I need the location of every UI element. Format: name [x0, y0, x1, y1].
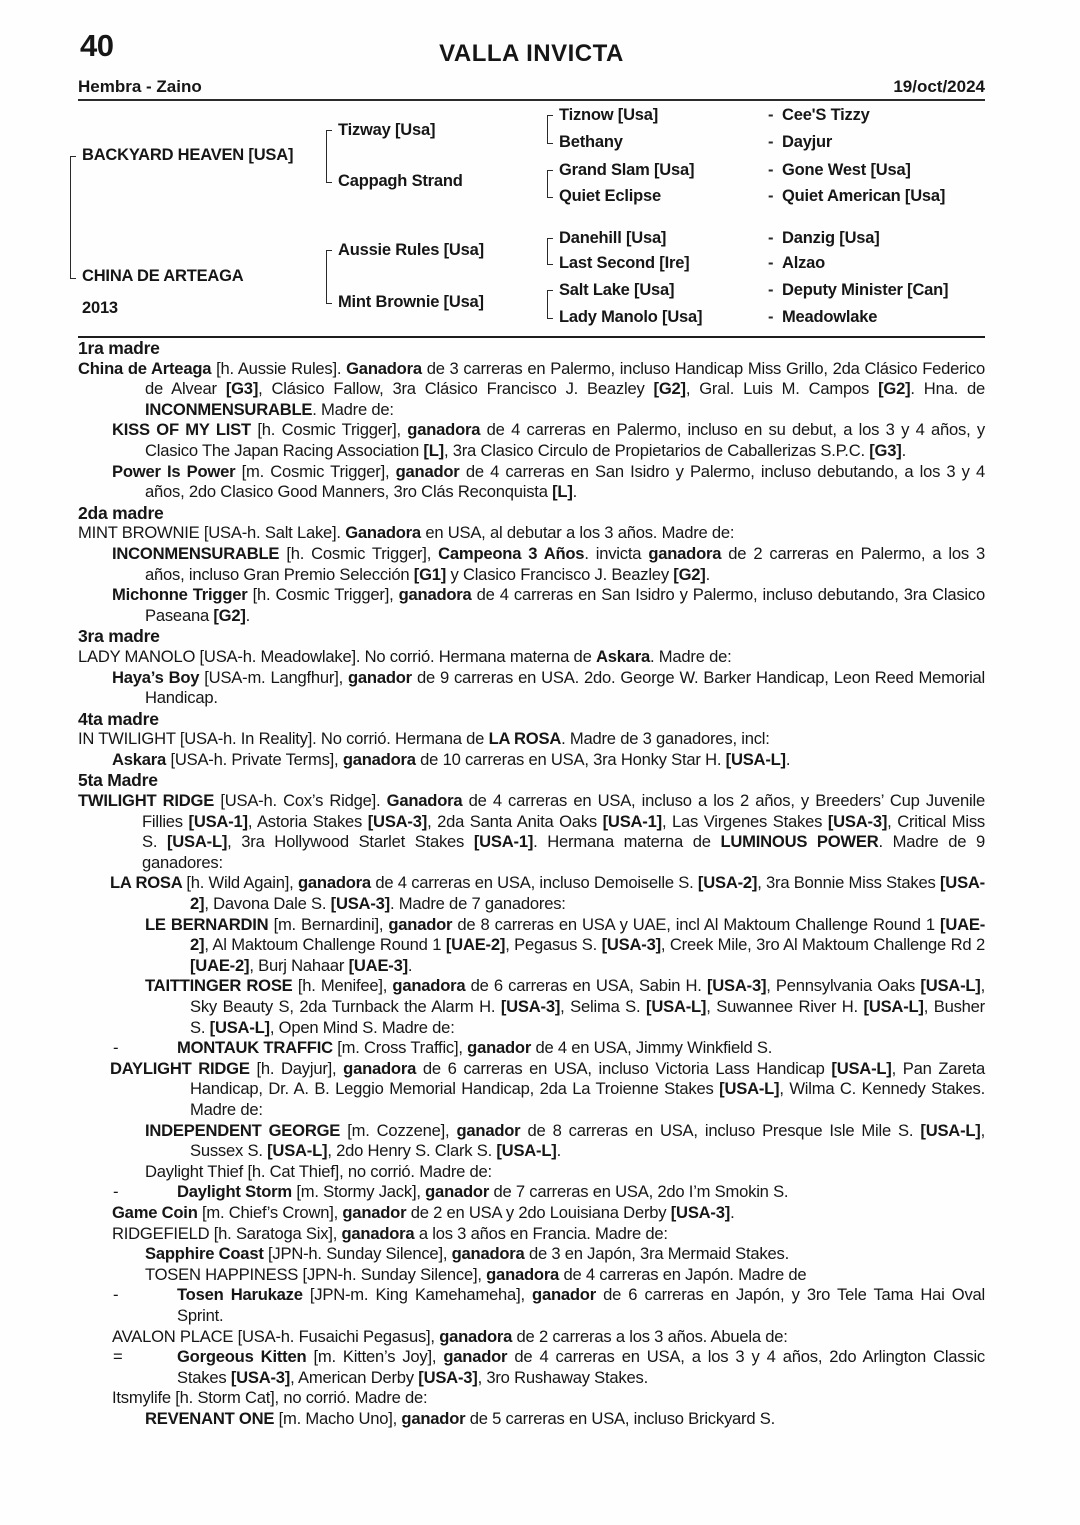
bold-text: ganadora — [407, 420, 487, 440]
regular-text: a los 3 años en Francia. Madre de: — [418, 1223, 668, 1243]
bold-text: INDEPENDENT GEORGE — [145, 1120, 348, 1140]
regular-text: , Open Mind S. Madre de: — [269, 1017, 455, 1037]
bold-text: [USA-1] — [188, 811, 248, 831]
regular-text: , Selima S. — [560, 997, 647, 1016]
pedigree-note — [78, 1038, 985, 1059]
regular-text: de 4 carreras en Palermo, incluso en su debut, a los 3 y 4 años, y Clasico The Japan Racing Association — [145, 420, 985, 460]
gen4-dash: - — [768, 281, 774, 299]
bold-text: [USA-L] — [209, 1017, 270, 1037]
regular-text: , 2do Henry S. Clark S. — [327, 1141, 497, 1161]
regular-text: MINT BROWNIE [USA-h. Salt Lake]. — [78, 523, 346, 543]
bold-text: ganador — [348, 667, 417, 687]
section-heading: 3ra madre — [78, 626, 160, 647]
pedigree-note — [78, 462, 985, 503]
pedigree-note — [78, 1224, 985, 1245]
regular-text: , Sky Beauty S, 2da Turnback the Alarm H. — [190, 976, 985, 1016]
gen4-name: Gone West [Usa] — [782, 161, 911, 179]
regular-text: [USA-h. Cox’s Ridge]. — [220, 791, 387, 811]
bold-text: DAYLIGHT RIDGE — [110, 1058, 257, 1078]
regular-text: , Sussex S. — [190, 1120, 985, 1161]
bold-text: [USA-L] — [267, 1141, 328, 1161]
bold-text: Tosen Harukaze — [177, 1285, 310, 1305]
regular-text: . — [785, 749, 791, 769]
pedigree-note — [78, 585, 985, 626]
regular-text: . — [556, 1141, 561, 1161]
regular-text: de 8 carreras en USA y UAE, incl Al Maktoum Challenge Round 1 — [457, 914, 941, 934]
dam-name: CHINA DE ARTEAGA — [82, 267, 244, 285]
body-text — [78, 338, 985, 1429]
bold-text: ganador — [425, 1182, 494, 1202]
bold-text: LA ROSA — [488, 729, 562, 749]
regular-text: de 9 carreras en USA. 2do. George W. Barker Handicap, Leon Reed Memorial Handicap. — [145, 667, 986, 708]
bold-text: ganador — [342, 1202, 411, 1222]
bold-text: ganadora — [451, 1244, 529, 1264]
bold-text: [L] — [423, 440, 444, 460]
regular-text: , Las Virgenes Stakes — [661, 811, 828, 831]
regular-text: . — [901, 440, 906, 460]
pedigree-note — [78, 647, 985, 668]
bold-text: ganador — [401, 1408, 470, 1428]
regular-text: , Pennsylvania Oaks — [766, 976, 921, 996]
gen4-dash: - — [768, 106, 774, 124]
regular-text: , 2da Santa Anita Oaks — [427, 811, 603, 831]
regular-text: [m. Chief’s Crown], — [202, 1202, 343, 1222]
regular-text: , Busher S. — [190, 997, 985, 1037]
regular-text: [h. Wild Again], — [186, 873, 298, 893]
regular-text: de 3 en Japón, 3ra Mermaid Stakes. — [528, 1244, 789, 1264]
bold-text: [USA-L] — [863, 997, 924, 1016]
pedigree-note — [78, 1121, 985, 1162]
regular-text: [h. Menifee], — [297, 976, 393, 996]
bold-text: ganadora — [398, 585, 477, 605]
regular-text: de 6 carreras en USA, incluso Victoria Lass Handicap — [422, 1058, 832, 1078]
pedigree-note — [78, 1182, 985, 1203]
regular-text: TOSEN HAPPINESS [JPN-h. Sunday Silence], — [145, 1264, 487, 1284]
regular-text: , American Derby — [290, 1367, 419, 1387]
regular-text: LADY MANOLO [USA-h. Meadowlake]. No corrió. Hermana materna de — [78, 646, 596, 666]
bold-text: [L] — [552, 482, 573, 502]
regular-text: [m. Kitten’s Joy], — [313, 1347, 444, 1367]
page-title: VALLA INVICTA — [439, 40, 624, 67]
section-heading: 1ra madre — [78, 338, 160, 358]
regular-text: [h. Cosmic Trigger], — [257, 420, 408, 440]
regular-text: de 4 carreras en USA, a los 3 y 4 años, 2do Arlington Classic Stakes — [177, 1347, 986, 1387]
bold-text: Power Is Power — [112, 461, 242, 481]
bold-text: KISS OF MY LIST — [112, 420, 258, 440]
bold-text: LA ROSA — [110, 873, 187, 893]
gen4-name: Meadowlake — [782, 308, 878, 326]
pedigree-note — [78, 668, 985, 709]
sex-coat-label: Hembra - Zaino — [78, 77, 202, 96]
regular-text: de 3 carreras en Palermo, incluso Handicap Miss Grillo, 2da Clásico Federico de Alvear — [145, 358, 985, 399]
bold-text: Campeona 3 Años — [438, 543, 585, 563]
bold-text: ganadora — [343, 1058, 423, 1078]
bold-text: ganadora — [392, 976, 471, 996]
regular-text: [h. Aussie Rules]. — [216, 358, 347, 378]
bold-text: [USA-L] — [831, 1058, 892, 1078]
pedigree-bracket — [70, 156, 76, 279]
bold-text: [USA-3] — [330, 894, 390, 914]
pedigree-note — [78, 420, 985, 461]
regular-text: , Creek Mile, 3ro Al Maktoum Challenge Rd 2 — [660, 935, 986, 955]
regular-text: de 2 carreras a los 3 años. Abuela de: — [516, 1326, 788, 1346]
pedigree-chart — [0, 0, 1080, 340]
gen4-name: Quiet American [Usa] — [782, 187, 946, 205]
regular-text: [JPN-m. King Kamehameha], — [309, 1285, 533, 1305]
gen4-dash: - — [768, 308, 774, 326]
regular-text: , Wilma C. Kennedy Stakes. Madre de: — [190, 1079, 985, 1119]
bold-text: ganador — [467, 1038, 536, 1058]
regular-text: de 4 carreras en USA, incluso Demoiselle S. — [375, 873, 698, 893]
gen3-name: Last Second [Ire] — [559, 254, 690, 272]
pedigree-note — [78, 1244, 985, 1265]
regular-text: [h. Cosmic Trigger], — [286, 543, 439, 563]
regular-text: , 3ra Bonnie Miss Stakes — [757, 873, 940, 893]
regular-text: . Madre de: — [312, 399, 394, 419]
bold-text: TAITTINGER ROSE — [145, 976, 298, 996]
gen4-dash: - — [768, 133, 774, 151]
gen3-name: Grand Slam [Usa] — [559, 161, 695, 179]
pedigree-note — [78, 1162, 985, 1183]
gen3-name: Bethany — [559, 133, 623, 151]
pedigree-note — [78, 1265, 985, 1286]
regular-text: de 4 en USA, Jimmy Winkfield S. — [535, 1038, 773, 1058]
regular-text: RIDGEFIELD [h. Saratoga Six], — [112, 1223, 342, 1243]
regular-text: , Suwannee River H. — [706, 997, 864, 1016]
bold-text: Sapphire Coast — [145, 1244, 269, 1264]
pedigree-bracket — [326, 250, 332, 304]
entry-marker: - — [113, 1182, 119, 1202]
regular-text: AVALON PLACE [USA-h. Fusaichi Pegasus], — [112, 1326, 440, 1346]
bold-text: [G2] — [653, 379, 686, 399]
regular-text: . — [245, 605, 251, 625]
bold-text: ganadora — [648, 543, 729, 563]
regular-text: de 10 carreras en USA, 3ra Honky Star H. — [420, 749, 726, 769]
gen4-dash: - — [768, 254, 774, 272]
gen4-dash: - — [768, 161, 774, 179]
pedigree-note — [78, 1285, 985, 1326]
regular-text: , Critical Miss S. — [142, 811, 985, 852]
bold-text: [USA-2] — [190, 873, 985, 914]
pedigree-note — [78, 1327, 985, 1348]
bold-text: ganador — [388, 914, 458, 934]
regular-text: [h. Dayjur], — [256, 1058, 344, 1078]
bold-text: [USA-L] — [920, 1120, 981, 1140]
pedigree-note — [78, 1203, 985, 1224]
regular-text: [m. Cross Traffic], — [337, 1038, 468, 1058]
sire-name: BACKYARD HEAVEN [USA] — [82, 146, 294, 164]
pedigree-note — [78, 873, 985, 914]
regular-text: [m. Cosmic Trigger], — [241, 461, 396, 481]
regular-text: , Pegasus S. — [505, 935, 602, 955]
bold-text: [USA-3] — [418, 1367, 478, 1387]
section-heading: 2da madre — [78, 502, 164, 523]
bold-text: LE BERNARDIN — [145, 914, 274, 934]
gen4-dash: - — [768, 187, 774, 205]
bold-text: [UAE-2] — [445, 935, 506, 955]
bold-text: [USA-L] — [719, 1079, 780, 1099]
bold-text: Askara — [595, 646, 651, 666]
gen2-name: Aussie Rules [Usa] — [338, 241, 484, 259]
regular-text: de 7 carreras en USA, 2do I’m Smokin S. — [493, 1182, 789, 1202]
pedigree-note — [78, 729, 985, 750]
regular-text: de 6 carreras en Japón, y 3ro Tele Tama Hai Oval Sprint. — [177, 1285, 985, 1325]
pedigree-bracket — [547, 238, 553, 265]
bold-text: [USA-L] — [725, 749, 786, 769]
regular-text: y Clasico Francisco J. Beazley — [446, 564, 674, 584]
entry-marker: - — [113, 1038, 119, 1058]
regular-text: Itsmylife [h. Storm Cat], no corrió. Madre de: — [112, 1388, 428, 1408]
bold-text: [USA-L] — [646, 997, 707, 1016]
bold-text: ganadora — [342, 749, 421, 769]
regular-text: . — [730, 1202, 735, 1222]
bold-text: [G2] — [878, 379, 911, 399]
pedigree-note — [78, 750, 985, 771]
regular-text: [USA-h. Private Terms], — [170, 749, 343, 769]
gen4-name: Dayjur — [782, 133, 833, 151]
regular-text: . — [572, 482, 578, 502]
gen4-name: Deputy Minister [Can] — [782, 281, 949, 299]
lot-number: 40 — [80, 28, 114, 63]
regular-text: de 4 carreras en San Isidro y Palermo, incluso debutando, a los 3 y 4 años, 2do Clasico Good Manners, 3ro Clás Reconquista — [145, 461, 986, 502]
bold-text: TWILIGHT RIDGE — [78, 791, 221, 811]
bold-text: China de Arteaga — [78, 358, 217, 378]
bold-text: [USA-3] — [827, 811, 888, 831]
regular-text: [m. Cozzene], — [347, 1120, 457, 1140]
regular-text: [USA-m. Langfhur], — [204, 667, 348, 687]
regular-text: , 3ra Hollywood Starlet Stakes — [227, 832, 474, 852]
bold-text: [USA-1] — [473, 832, 534, 852]
regular-text: , Clásico Fallow, 3ra Clásico Francisco J. Beazley — [258, 379, 654, 399]
bold-text: [G2] — [213, 605, 246, 625]
bold-text: ganadora — [486, 1264, 564, 1284]
bold-text: Haya’s Boy — [112, 667, 205, 687]
regular-text: de 4 carreras en San Isidro y Palermo, incluso debutando, 3ra Clasico Paseana — [145, 585, 985, 625]
regular-text: de 2 carreras en Palermo, a los 3 años, incluso Gran Premio Selección — [145, 543, 985, 584]
regular-text: , Al Maktoum Challenge Round 1 — [204, 935, 446, 955]
pedigree-bracket — [547, 115, 553, 144]
pedigree-note — [78, 523, 985, 544]
regular-text: , Gral. Luis M. Campos — [685, 379, 879, 399]
regular-text: de 8 carreras en USA, incluso Presque Isle Mile S. — [527, 1120, 921, 1140]
regular-text: de 5 carreras en USA, incluso Brickyard S. — [469, 1408, 775, 1428]
pedigree-note — [78, 544, 985, 585]
regular-text: . Madre de 7 ganadores: — [389, 894, 566, 914]
regular-text: [m. Stormy Jack], — [296, 1182, 426, 1202]
gen2-name: Mint Brownie [Usa] — [338, 293, 484, 311]
regular-text: IN TWILIGHT [USA-h. In Reality]. No corrió. Hermana de — [78, 729, 489, 749]
bold-text: [USA-L] — [496, 1141, 557, 1161]
bold-text: Game Coin — [112, 1202, 203, 1222]
regular-text: . Hermana materna de — [533, 832, 721, 852]
bold-text: [USA-3] — [230, 1367, 291, 1387]
sale-date: 19/oct/2024 — [893, 77, 985, 96]
bold-text: Gorgeous Kitten — [177, 1347, 314, 1367]
bold-text: [USA-L] — [166, 832, 228, 852]
bold-text: ganadora — [439, 1326, 517, 1346]
bold-text: [USA-2] — [697, 873, 758, 893]
entry-marker: - — [113, 1285, 119, 1305]
bold-text: ganador — [532, 1285, 604, 1305]
pedigree-bracket — [547, 170, 553, 198]
regular-text: . invicta — [584, 543, 649, 563]
regular-text: de 6 carreras en USA, Sabin H. — [470, 976, 707, 996]
bold-text: [G2] — [673, 564, 706, 584]
regular-text: , Davona Dale S. — [204, 894, 331, 914]
pedigree-note — [78, 1388, 985, 1409]
bold-text: ganadora — [297, 873, 376, 893]
regular-text: Daylight Thief [h. Cat Thief], no corrió. Madre de: — [145, 1161, 492, 1181]
dam-year: 2013 — [82, 299, 118, 317]
gen3-name: Tiznow [Usa] — [559, 106, 659, 124]
regular-text: , 3ro Rushaway Stakes. — [477, 1367, 648, 1387]
gen4-dash: - — [768, 229, 774, 247]
bold-text: ganadora — [341, 1223, 419, 1243]
pedigree-note — [78, 791, 985, 873]
regular-text: , 3ra Clasico Circulo de Propietarios de Caballerizas S.P.C. — [443, 440, 870, 460]
gen2-name: Cappagh Strand — [338, 172, 463, 190]
regular-text: . — [407, 955, 413, 975]
bold-text: [USA-3] — [601, 935, 661, 955]
bold-text: [USA-L] — [920, 976, 981, 996]
pedigree-note — [78, 359, 985, 421]
bold-text: MONTAUK TRAFFIC — [177, 1038, 338, 1058]
bold-text: [G1] — [413, 564, 447, 584]
regular-text: . Madre de 3 ganadores, incl: — [561, 729, 770, 749]
bold-text: [G3] — [225, 379, 259, 399]
regular-text: . — [705, 564, 710, 584]
bold-text: Ganadora — [386, 791, 469, 811]
bold-text: Ganadora — [346, 358, 427, 378]
bold-text: [UAE-2] — [190, 955, 250, 975]
regular-text: . Madre de: — [650, 646, 732, 666]
regular-text: [JPN-h. Sunday Silence], — [268, 1244, 452, 1264]
pedigree-note — [78, 1347, 985, 1388]
regular-text: [m. Macho Uno], — [278, 1408, 402, 1428]
gen3-name: Danehill [Usa] — [559, 229, 667, 247]
bold-text: INCONMENSURABLE — [112, 543, 287, 563]
pedigree-note — [78, 976, 985, 1038]
gen2-name: Tizway [Usa] — [338, 121, 436, 139]
bold-text: Ganadora — [345, 523, 426, 543]
bold-text: Askara — [112, 749, 171, 769]
bold-text: [USA-3] — [500, 997, 561, 1016]
bold-text: [USA-3] — [706, 976, 767, 996]
regular-text: . Hna. de — [910, 379, 985, 399]
pedigree-note — [78, 915, 985, 977]
bold-text: [G3] — [869, 440, 902, 460]
pedigree-note — [78, 1059, 985, 1121]
regular-text: [m. Bernardini], — [273, 914, 389, 934]
regular-text: , Pan Zareta Handicap, Dr. A. B. Leggio Memorial Handicap, 2da La Troienne Stakes — [190, 1058, 985, 1099]
gen4-name: Cee'S Tizzy — [782, 106, 870, 124]
pedigree-note — [78, 1409, 985, 1430]
regular-text: de 4 carreras en Japón. Madre de — [563, 1264, 807, 1284]
gen3-name: Salt Lake [Usa] — [559, 281, 675, 299]
bold-text: ganador — [395, 461, 466, 481]
regular-text: . Madre de 9 ganadores: — [142, 832, 985, 872]
entry-marker: = — [113, 1347, 123, 1367]
bold-text: [UAE-2] — [190, 914, 986, 955]
regular-text: [h. Cosmic Trigger], — [252, 585, 399, 605]
gen4-name: Danzig [Usa] — [782, 229, 880, 247]
pedigree-bracket — [326, 130, 332, 183]
regular-text: , Astoria Stakes — [247, 811, 368, 831]
bold-text: ganador — [443, 1347, 515, 1367]
section-heading: 5ta Madre — [78, 770, 158, 791]
bold-text: REVENANT ONE — [145, 1408, 279, 1428]
bold-text: [UAE-3] — [348, 955, 408, 975]
bold-text: [USA-3] — [670, 1202, 731, 1222]
bold-text: Michonne Trigger — [112, 585, 253, 605]
gen3-name: Lady Manolo [Usa] — [559, 308, 703, 326]
bold-text: [USA-1] — [602, 811, 662, 831]
bold-text: [USA-3] — [367, 811, 428, 831]
gen4-name: Alzao — [782, 254, 826, 272]
gen3-name: Quiet Eclipse — [559, 187, 661, 205]
pedigree-bracket — [547, 290, 553, 319]
bold-text: Daylight Storm — [177, 1182, 297, 1202]
bold-text: LUMINOUS POWER — [720, 832, 879, 852]
regular-text: , Burj Nahaar — [249, 955, 349, 975]
bold-text: INCONMENSURABLE — [145, 399, 313, 419]
regular-text: de 4 carreras en USA, incluso a los 2 años, y Breeders’ Cup Juvenile Fillies — [142, 791, 985, 831]
regular-text: en USA, al debutar a los 3 años. Madre de: — [425, 523, 735, 543]
bold-text: ganador — [456, 1120, 528, 1140]
section-heading: 4ta madre — [78, 708, 159, 729]
regular-text: de 2 en USA y 2do Louisiana Derby — [410, 1202, 671, 1222]
